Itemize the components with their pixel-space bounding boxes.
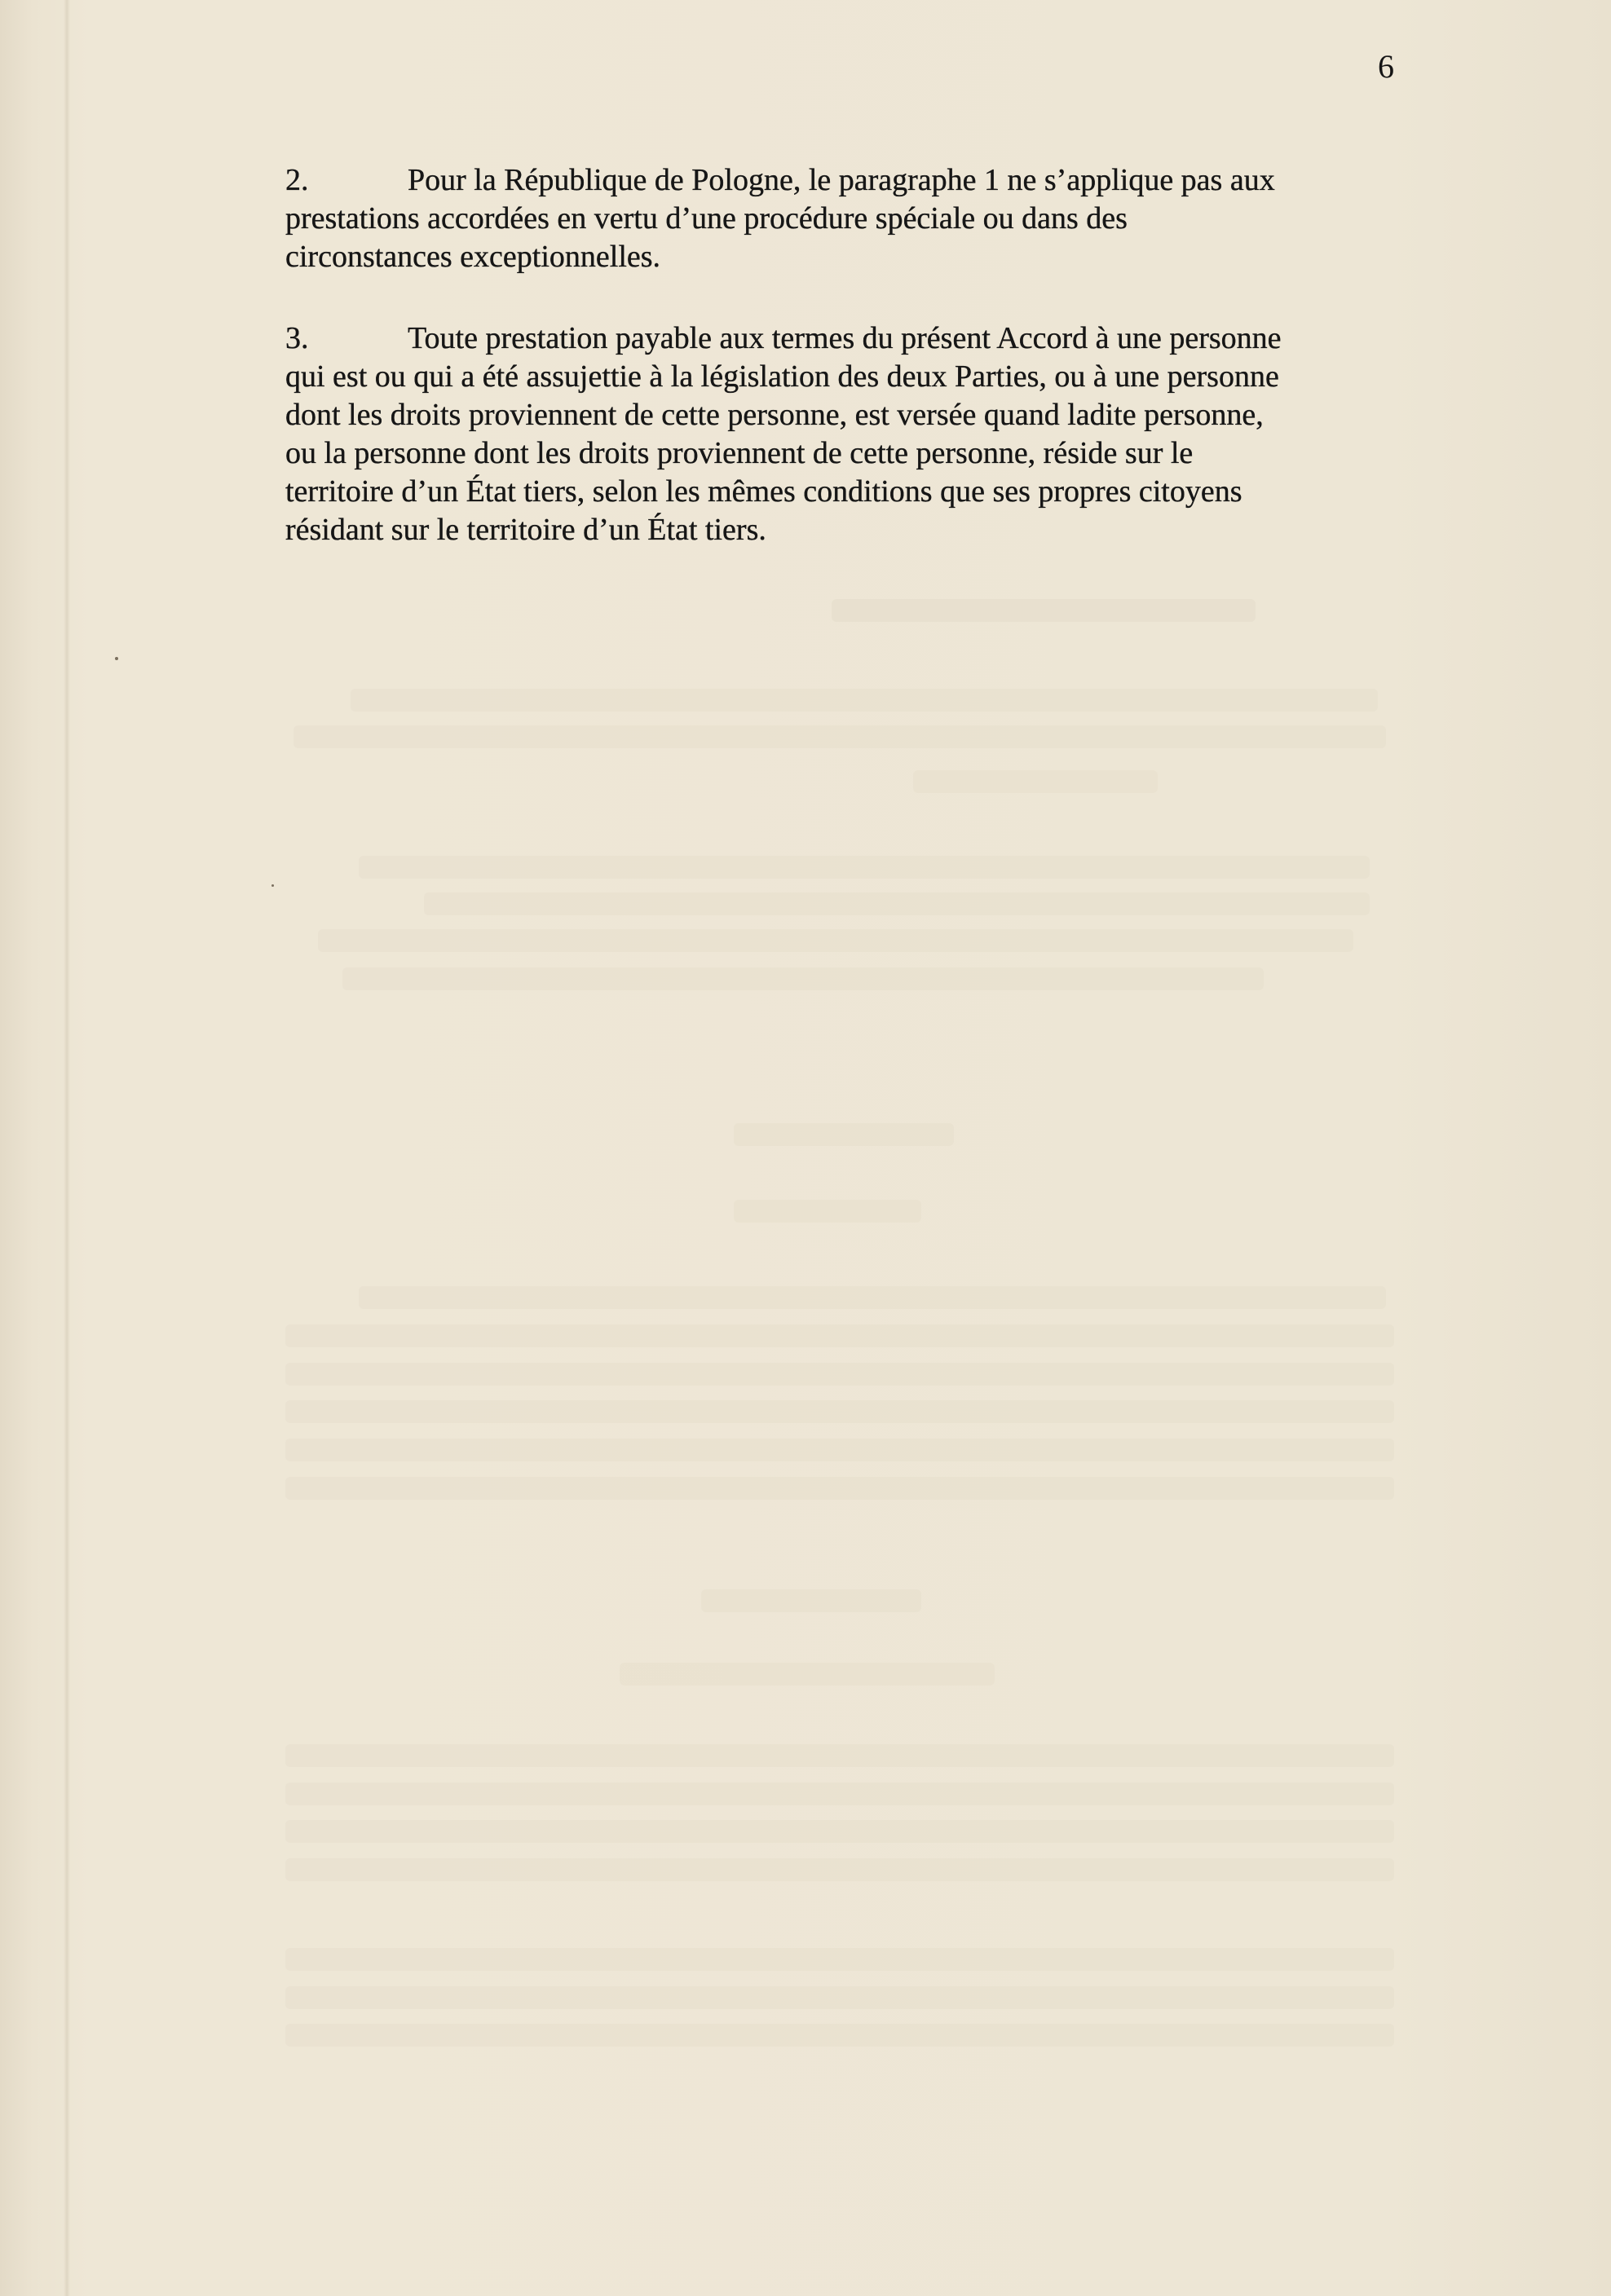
show-through-mark bbox=[285, 1783, 1394, 1805]
show-through-mark bbox=[832, 599, 1256, 622]
show-through-mark bbox=[701, 1589, 921, 1612]
show-through-mark bbox=[285, 1948, 1394, 1971]
paragraph-line: circonstances exceptionnelles. bbox=[285, 240, 661, 274]
show-through-mark bbox=[620, 1663, 995, 1686]
paragraph-3 bbox=[285, 320, 1394, 549]
paragraph-line: qui est ou qui a été assujettie à la législation des deux Parties, ou à une personne bbox=[285, 359, 1279, 394]
paragraph-text: Toute prestation payable aux termes du présent Accord à une personne bbox=[408, 321, 1282, 355]
show-through-mark bbox=[285, 1477, 1394, 1500]
show-through-mark bbox=[294, 725, 1386, 748]
paragraph-2 bbox=[285, 161, 1394, 276]
paper-speck bbox=[115, 657, 118, 660]
show-through-mark bbox=[734, 1200, 921, 1223]
paragraph-line: prestations accordées en vertu d’une procédure spéciale ou dans des bbox=[285, 201, 1128, 236]
show-through-mark bbox=[359, 856, 1370, 879]
show-through-mark bbox=[318, 929, 1353, 952]
paragraph-line: territoire d’un État tiers, selon les mêmes conditions que ses propres citoyens bbox=[285, 474, 1242, 509]
show-through-mark bbox=[285, 1820, 1394, 1843]
show-through-mark bbox=[285, 1858, 1394, 1881]
paragraph-line: résidant sur le territoire d’un État tiers. bbox=[285, 513, 766, 547]
show-through-mark bbox=[285, 1986, 1394, 2009]
paragraph-number: 2. bbox=[285, 163, 309, 197]
show-through-mark bbox=[285, 1439, 1394, 1461]
show-through-mark bbox=[351, 689, 1378, 712]
show-through-mark bbox=[424, 892, 1370, 915]
show-through-mark bbox=[285, 1744, 1394, 1767]
paragraph-line: dont les droits proviennent de cette personne, est versée quand ladite personne, bbox=[285, 398, 1264, 432]
page-number: 6 bbox=[1378, 48, 1394, 85]
show-through-mark bbox=[285, 1363, 1394, 1386]
show-through-mark bbox=[359, 1286, 1386, 1309]
show-through-mark bbox=[913, 770, 1158, 793]
paragraph-text: Pour la République de Pologne, le paragraphe 1 ne s’applique pas aux bbox=[408, 163, 1275, 197]
paper-speck bbox=[271, 884, 274, 887]
paragraph-number: 3. bbox=[285, 321, 309, 355]
paragraph-line: ou la personne dont les droits proviennent de cette personne, réside sur le bbox=[285, 436, 1194, 470]
page-fold-shadow bbox=[64, 0, 70, 2296]
show-through-mark bbox=[734, 1123, 954, 1146]
paragraph-line bbox=[285, 320, 1394, 358]
show-through-mark bbox=[342, 967, 1264, 990]
show-through-mark bbox=[285, 2024, 1394, 2047]
show-through-mark bbox=[285, 1324, 1394, 1347]
show-through-mark bbox=[285, 1400, 1394, 1423]
paragraph-line bbox=[285, 161, 1394, 200]
